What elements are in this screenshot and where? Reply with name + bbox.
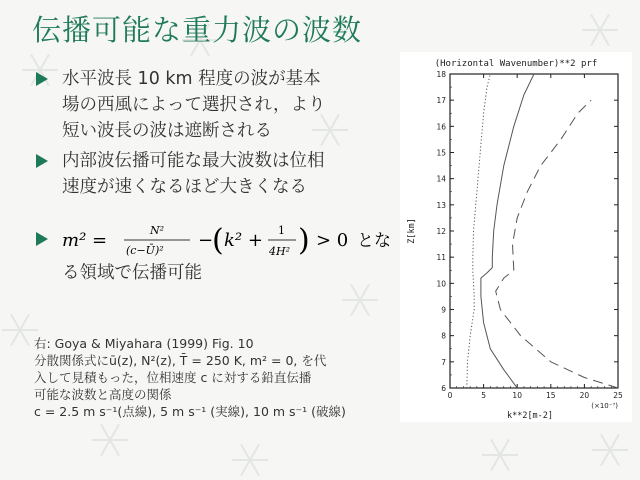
formula-gt: > 0	[316, 230, 349, 251]
y-tick-label: 12	[436, 227, 446, 236]
x-axis-label: k**2[m-2]	[506, 411, 554, 421]
x-tick-label: 20	[579, 391, 590, 400]
y-tick-label: 10	[436, 279, 446, 289]
bullet-arrow-icon	[36, 72, 48, 86]
formula-k2: k² +	[224, 230, 263, 251]
formula-lhs: m² =	[62, 230, 108, 251]
x-tick-label: 25	[613, 391, 623, 400]
x-tick-label: 10	[512, 391, 522, 400]
caption-line-2: 分散関係式にū(z), N²(z), T̄ = 250 K, m² = 0, を代	[34, 353, 327, 368]
chart-title: (Horizontal Wavenumber)**2 prf	[434, 59, 598, 69]
slide-title: 伝播可能な重力波の波数	[32, 13, 363, 47]
bullet-arrow-icon	[36, 232, 48, 246]
caption-line-3: 入して見積もった，位相速度 c に対する鉛直伝播	[34, 370, 312, 385]
y-tick-label: 18	[436, 70, 446, 79]
y-tick-label: 8	[441, 331, 446, 341]
bullet-1-line-1: 水平波長 10 km 程度の波が基本	[62, 69, 321, 89]
y-tick-label: 16	[436, 122, 446, 132]
dispersion-formula	[62, 218, 392, 262]
y-tick-label: 17	[436, 96, 446, 106]
formula-frac1-den: (c−Ū)²	[126, 244, 164, 257]
formula-left-paren: (	[212, 223, 224, 258]
formula-right-paren: )	[298, 223, 310, 258]
formula-minus: −	[198, 230, 214, 251]
series-dotted-line	[467, 74, 491, 388]
y-tick-label: 14	[436, 174, 446, 184]
figure-caption	[34, 335, 394, 420]
formula-suffix: とな	[357, 231, 391, 251]
caption-line-5: c = 2.5 m s⁻¹(点線), 5 m s⁻¹ (実線), 10 m s⁻¹ (破線)	[34, 404, 346, 419]
wavenumber-chart	[400, 52, 632, 422]
x-tick-label: 5	[481, 391, 486, 400]
formula-line-2: る領域で伝播可能	[62, 263, 202, 283]
chart-svg	[400, 52, 632, 422]
caption-line-1: 右: Goya & Miyahara (1999) Fig. 10	[34, 336, 254, 351]
bullet-1-line-3: 短い波長の波は遮断される	[62, 121, 272, 141]
x-unit-label: (×10⁻⁷)	[591, 402, 618, 410]
y-tick-label: 15	[436, 148, 446, 158]
y-tick-label: 9	[441, 305, 446, 315]
formula-frac2-den: 4H²	[269, 245, 291, 258]
y-axis-label: Z[km]	[407, 218, 417, 244]
caption-line-4: 可能な波数と高度の関係	[34, 387, 172, 402]
series-dashed-line	[496, 100, 618, 388]
bullet-arrow-icon	[36, 154, 48, 168]
formula-frac2-num: 1	[278, 224, 285, 237]
y-tick-label: 7	[441, 357, 446, 367]
y-tick-label: 13	[436, 200, 446, 210]
y-tick-label: 11	[436, 253, 446, 263]
x-tick-label: 0	[447, 391, 453, 400]
bullet-2-line-2: 速度が速くなるほど大きくなる	[62, 177, 307, 197]
plot-frame	[450, 74, 618, 388]
y-tick-label: 6	[441, 384, 446, 393]
bullet-2-line-1: 内部波伝播可能な最大波数は位相	[62, 151, 325, 171]
bullet-1-line-2: 場の西風によって選択され，より	[62, 95, 326, 115]
x-tick-label: 15	[546, 391, 556, 400]
formula-frac1-num: N²	[150, 224, 165, 237]
